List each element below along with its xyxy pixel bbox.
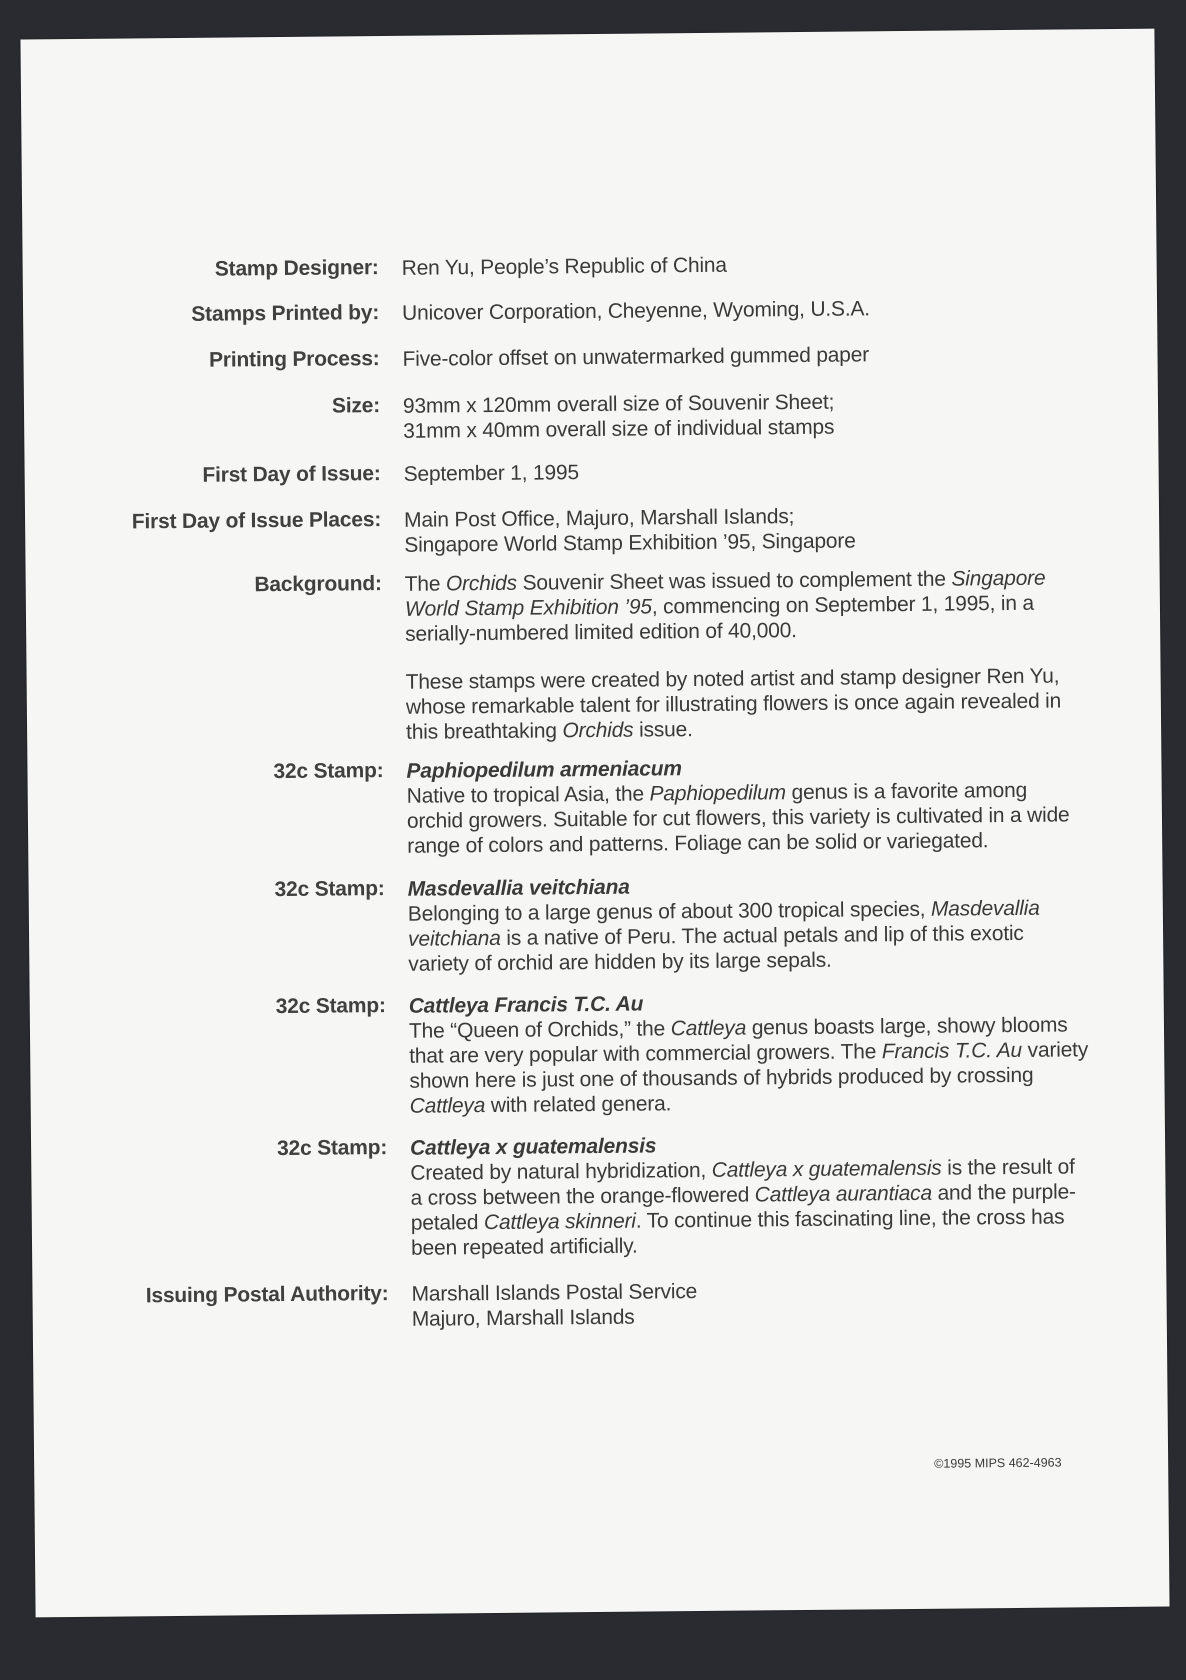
stamp-2-title: Masdevallia veitchiana (407, 875, 630, 901)
stamp-4-row (31, 1129, 1165, 1260)
stamp-1-description: Paphiopedilum armeniacum Native to tropical Asia, the Paphiopedilum genus is a favorite among orchid growers. Suitable for cut flowers, this variety is cultivated in a wide range of colors and patterns. Foliage can be solid or variegated. (406, 752, 1087, 859)
printer-value: Unicover Corporation, Cheyenne, Wyoming, U.S.A. (401, 297, 870, 325)
stamp-1-title: Paphiopedilum armeniacum (406, 757, 682, 783)
info-sheet (20, 29, 1169, 1618)
first-day-row (25, 455, 1159, 487)
first-day-label: First Day of Issue: (202, 462, 381, 487)
stamp-4-label: 32c Stamp: (276, 1136, 388, 1161)
authority-line-2: Majuro, Marshall Islands (411, 1305, 635, 1331)
size-line-2: 31mm x 40mm overall size of individual stamps (403, 415, 835, 443)
background-paragraph-1: The Orchids Souvenir Sheet was issued to complement the Singapore World Stamp Exhibition ’95, commencing on September 1, 1995, in a serially-numbered limited edition of 40,000. (404, 566, 1046, 646)
stamp-3-row (30, 987, 1164, 1118)
process-value: Five-color offset on unwatermarked gummed paper (402, 343, 870, 371)
authority-label: Issuing Postal Authority: (145, 1282, 389, 1308)
stamp-1-label: 32c Stamp: (273, 759, 384, 784)
designer-row (23, 249, 1157, 281)
printer-row (23, 294, 1157, 326)
size-value (403, 387, 1083, 444)
background-label: Background: (254, 572, 382, 597)
places-row (25, 501, 1159, 557)
stamp-2-description: Masdevallia veitchiana Belonging to a large genus of about 300 tropical species, Masdevallia veitchiana is a native of Peru. The actual petals and lip of this exotic variety of orchid are hidden by its large sepals. (408, 870, 1089, 977)
places-line-2: Singapore World Stamp Exhibition ’95, Singapore (404, 529, 856, 557)
process-label: Printing Process: (208, 347, 380, 372)
size-line-1: 93mm x 120mm overall size of Souvenir Sheet; (402, 390, 835, 418)
places-line-1: Main Post Office, Majuro, Marshall Islands; (403, 505, 795, 532)
background-paragraph-2: These stamps were created by noted artist and stamp designer Ren Yu, whose remarkable talent for illustrating flowers is once again revealed in this breathtaking Orchids issue. (405, 664, 1062, 744)
copyright-note: ©1995 MIPS 462-4963 (934, 1455, 1062, 1471)
authority-line-1: Marshall Islands Postal Service (411, 1280, 698, 1306)
authority-value (411, 1275, 1091, 1332)
size-label: Size: (331, 394, 381, 418)
background-value (405, 565, 1087, 745)
process-row (23, 340, 1157, 372)
stamp-4-description: Cattleya x guatemalensis Created by natural hybridization, Cattleya x guatemalensis is the result of a cross between the orange-flowered Cattleya aurantiaca and the purple-petaled Cattleya skinneri. To continue this fascinating line, the cross has been repeated artificially. (410, 1129, 1091, 1261)
stamp-2-label: 32c Stamp: (274, 877, 385, 902)
stamp-2-row (29, 870, 1163, 976)
stamp-3-label: 32c Stamp: (275, 994, 386, 1019)
places-value (404, 501, 1084, 558)
size-row (24, 387, 1158, 443)
places-label: First Day of Issue Places: (131, 508, 382, 534)
authority-row (32, 1275, 1166, 1331)
designer-value: Ren Yu, People’s Republic of China (401, 253, 727, 280)
printer-label: Stamps Printed by: (191, 301, 380, 326)
stamp-1-row (27, 752, 1161, 858)
stamp-3-description: Cattleya Francis T.C. Au The “Queen of Orchids,” the Cattleya genus boasts large, showy blooms that are very popular with commercial growers. The Francis T.C. Au variety shown here is just one of thousands of hybrids produced by crossing Cattleya with related genera. (409, 987, 1090, 1119)
background-row (26, 565, 1160, 744)
stamp-4-title: Cattleya x guatemalensis (410, 1134, 657, 1160)
first-day-value: September 1, 1995 (403, 461, 579, 486)
stamp-3-title: Cattleya Francis T.C. Au (408, 992, 644, 1018)
designer-label: Stamp Designer: (214, 256, 379, 281)
